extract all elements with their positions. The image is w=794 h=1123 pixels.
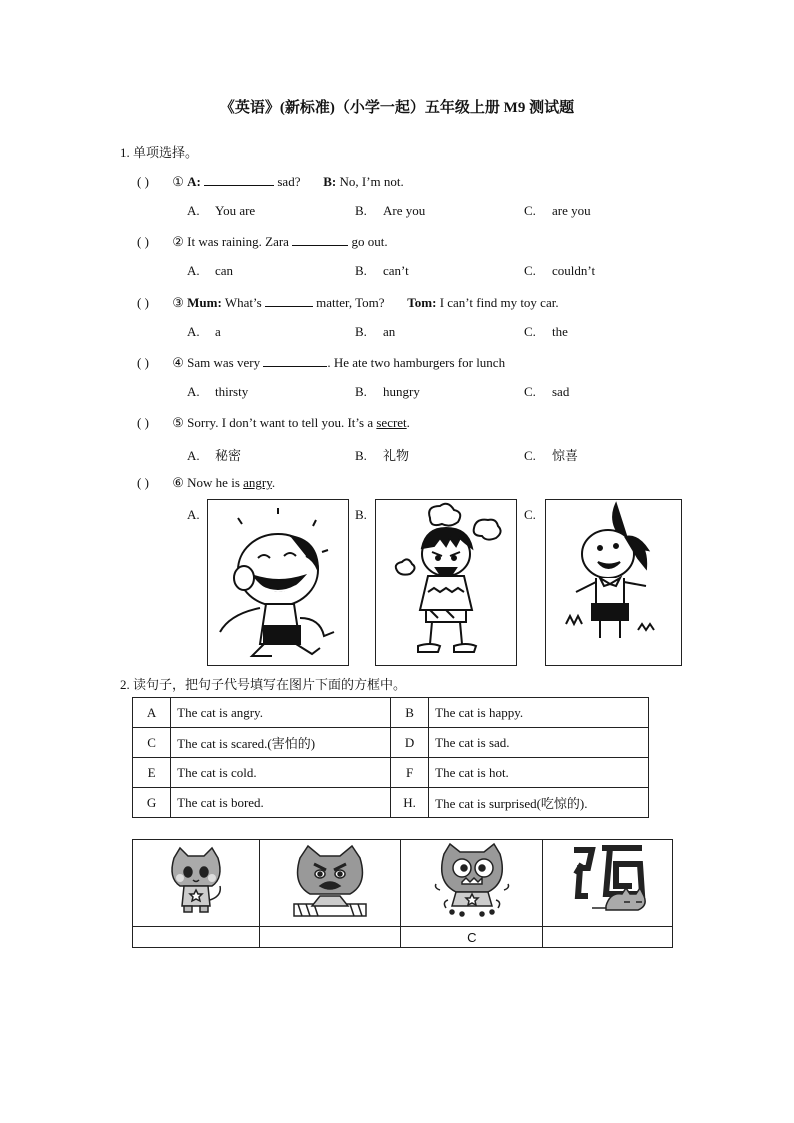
sentence-text: The cat is happy. <box>429 698 649 728</box>
option-a[interactable]: A. thirsty <box>187 384 249 399</box>
laughing-boy-illustration <box>208 500 348 665</box>
sentence-code: C <box>133 728 171 758</box>
fill-blank[interactable] <box>263 354 327 367</box>
option-b[interactable]: B. hungry <box>355 384 420 399</box>
sentence-text: The cat is scared.(害怕的) <box>171 728 391 758</box>
question-4 <box>137 354 505 371</box>
picture-laughing-boy[interactable] <box>207 499 349 666</box>
table-row <box>133 758 649 788</box>
option-c[interactable]: C. sad <box>524 384 570 399</box>
answer-paren[interactable]: ( ) <box>137 355 149 370</box>
question-text: sad? <box>274 174 301 189</box>
option-b[interactable]: B. 礼物 <box>355 448 410 463</box>
question-number: ④ <box>172 355 184 370</box>
cat-picture-2 <box>259 840 401 927</box>
cat-picture-1 <box>133 840 260 927</box>
underlined-word: secret <box>376 415 407 430</box>
option-c-label: C. <box>524 507 536 522</box>
speaker-label: B: <box>323 174 337 189</box>
speaker-label: Mum: <box>187 295 222 310</box>
option-a[interactable]: A. can <box>187 263 234 278</box>
underlined-word: angry <box>243 475 272 490</box>
answer-paren[interactable]: ( ) <box>137 295 149 310</box>
answer-box-2[interactable] <box>259 927 401 948</box>
question-number: ① <box>172 174 184 189</box>
answer-box-1[interactable] <box>133 927 260 948</box>
question-text: go out. <box>348 234 388 249</box>
option-a[interactable]: A. 秘密 <box>187 448 242 463</box>
speaker-label: A: <box>187 174 201 189</box>
option-c[interactable]: C. 惊喜 <box>524 448 579 463</box>
question-number: ⑥ <box>172 475 184 490</box>
sentence-text: The cat is hot. <box>429 758 649 788</box>
sentence-text: The cat is surprised(吃惊的). <box>429 788 649 818</box>
sentence-code: F <box>390 758 428 788</box>
answer-paren[interactable]: ( ) <box>137 234 149 249</box>
answer-paren[interactable]: ( ) <box>137 415 149 430</box>
answer-paren[interactable]: ( ) <box>137 174 149 189</box>
answer-box-4[interactable] <box>543 927 673 948</box>
sentence-text: The cat is bored. <box>171 788 391 818</box>
fill-blank[interactable] <box>265 294 313 307</box>
question-2 <box>137 233 388 250</box>
sentence-code: E <box>133 758 171 788</box>
answer-row <box>133 927 673 948</box>
question-text: I can’t find my toy car. <box>436 295 559 310</box>
question-6 <box>137 475 275 491</box>
fill-blank[interactable] <box>204 173 274 186</box>
question-text: . <box>271 475 276 490</box>
table-row <box>133 698 649 728</box>
picture-row <box>133 840 673 927</box>
happy-cat-icon <box>166 846 226 916</box>
cat-picture-4 <box>543 840 673 927</box>
sentence-code: A <box>133 698 171 728</box>
scared-cat-icon <box>432 842 512 920</box>
question-text: No, I’m not. <box>336 174 404 189</box>
option-c[interactable]: C. the <box>524 324 568 339</box>
cat-picture-3 <box>401 840 543 927</box>
question-1 <box>137 173 404 190</box>
sentence-code: D <box>390 728 428 758</box>
option-a[interactable]: A. You are <box>187 203 256 218</box>
option-b[interactable]: B. an <box>355 324 396 339</box>
angry-cat-icon <box>290 844 370 918</box>
option-b[interactable]: B. Are you <box>355 203 426 218</box>
option-c[interactable]: C. are you <box>524 203 591 218</box>
fill-blank[interactable] <box>292 233 348 246</box>
sentence-code: G <box>133 788 171 818</box>
section1-heading: 1. 单项选择。 <box>120 145 199 160</box>
sentence-text: The cat is cold. <box>171 758 391 788</box>
question-text: Now he is <box>187 475 244 490</box>
table-row <box>133 728 649 758</box>
option-c[interactable]: C. couldn’t <box>524 263 596 278</box>
section2-heading: 2. 读句子，把句子代号填写在图片下面的方框中。 <box>120 677 407 692</box>
question-text: It was raining. Zara <box>187 234 293 249</box>
question-number: ③ <box>172 295 184 310</box>
question-text: Sorry. I don’t want to tell you. It’s a <box>187 415 377 430</box>
speaker-label: Tom: <box>407 295 437 310</box>
page-title: 《英语》(新标准)（小学一起）五年级上册 M9 测试题 <box>219 100 575 116</box>
picture-angry-boy[interactable] <box>375 499 517 666</box>
sentence-code: H. <box>390 788 428 818</box>
option-a-label: A. <box>187 507 200 522</box>
question-3 <box>137 294 559 311</box>
question-number: ⑤ <box>172 415 184 430</box>
sentence-text: The cat is angry. <box>171 698 391 728</box>
question-text: Sam was very <box>187 355 264 370</box>
option-b-label: B. <box>355 507 367 522</box>
question-number: ② <box>172 234 184 249</box>
question-text: What’s <box>221 295 265 310</box>
bored-cat-icon <box>568 844 648 918</box>
smiling-boy-illustration <box>546 500 681 665</box>
question-text: . <box>406 415 410 430</box>
answer-paren[interactable]: ( ) <box>137 475 149 490</box>
picture-smiling-boy[interactable] <box>545 499 682 666</box>
option-a[interactable]: A. a <box>187 324 221 339</box>
question-5 <box>137 415 410 431</box>
sentence-table <box>132 697 649 818</box>
option-b[interactable]: B. can’t <box>355 263 409 278</box>
angry-boy-illustration <box>376 500 516 665</box>
question-text: matter, Tom? <box>312 295 385 310</box>
sentence-text: The cat is sad. <box>429 728 649 758</box>
cat-picture-table <box>132 839 673 948</box>
question-text: . He ate two hamburgers for lunch <box>327 355 506 370</box>
answer-box-3[interactable]: C <box>401 927 543 948</box>
table-row <box>133 788 649 818</box>
sentence-code: B <box>390 698 428 728</box>
